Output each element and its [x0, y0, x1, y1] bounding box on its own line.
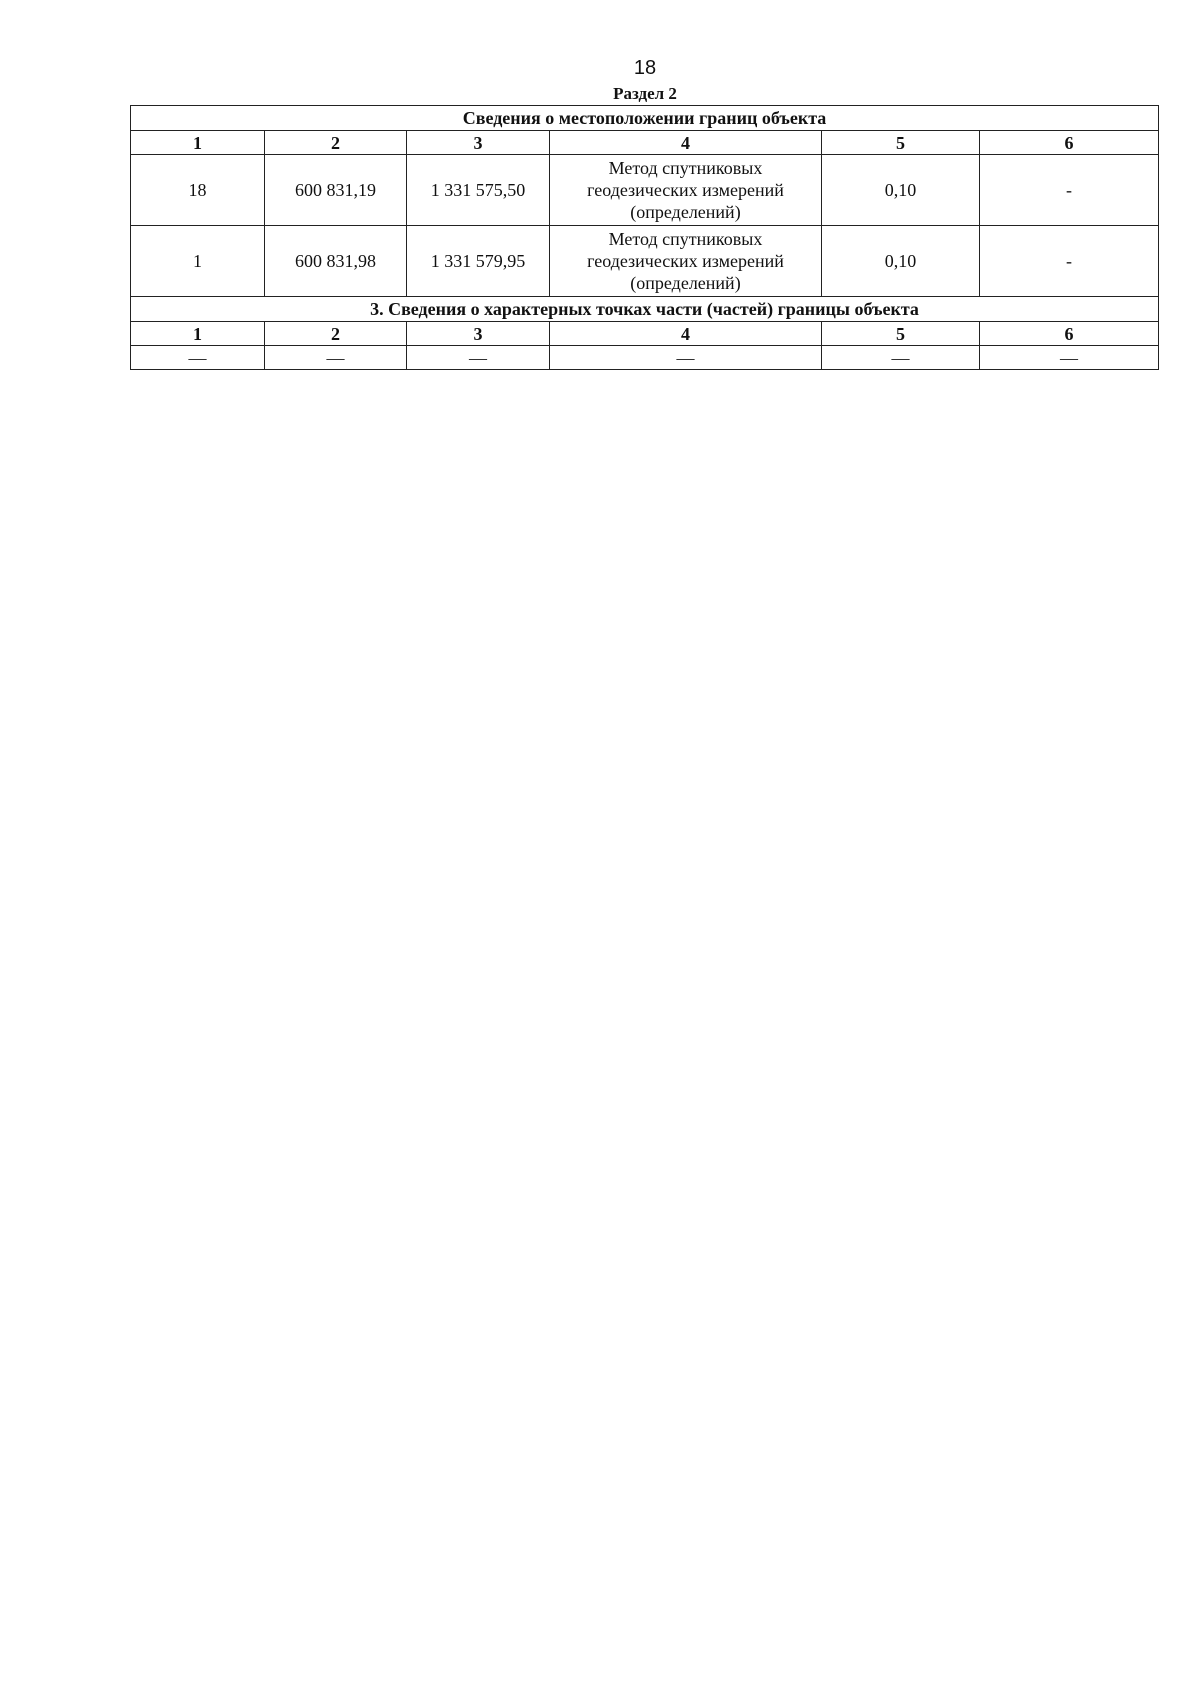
column-number: 3: [407, 131, 550, 155]
empty-cell: —: [265, 346, 407, 370]
coordinate-y: 1 331 575,50: [407, 155, 550, 226]
part-points-title-row: [131, 297, 1159, 322]
boundaries-title-row: [131, 106, 1159, 131]
method-line: (определений): [630, 202, 741, 222]
part-points-title: 3. Сведения о характерных точках части (частей) границы объекта: [131, 297, 1159, 322]
method-line: геодезических измерений: [587, 180, 784, 200]
table-row: [131, 226, 1159, 297]
column-number: 2: [265, 131, 407, 155]
empty-cell: —: [407, 346, 550, 370]
empty-row: [131, 346, 1159, 370]
method-line: Метод спутниковых: [608, 229, 763, 249]
point-description: -: [980, 226, 1159, 297]
boundaries-title: Сведения о местоположении границ объекта: [131, 106, 1159, 131]
method-cell: [550, 155, 822, 226]
coordinate-x: 600 831,19: [265, 155, 407, 226]
boundary-table: [130, 105, 1159, 370]
column-number-row: [131, 131, 1159, 155]
part-column-number-row: [131, 322, 1159, 346]
point-number: 18: [131, 155, 265, 226]
column-number: 4: [550, 322, 822, 346]
column-number: 1: [131, 131, 265, 155]
point-description: -: [980, 155, 1159, 226]
method-line: геодезических измерений: [587, 251, 784, 271]
method-cell: [550, 226, 822, 297]
column-number: 3: [407, 322, 550, 346]
column-number: 6: [980, 322, 1159, 346]
accuracy: 0,10: [822, 155, 980, 226]
method-line: Метод спутниковых: [608, 158, 763, 178]
page-number: 18: [633, 57, 657, 79]
column-number: 1: [131, 322, 265, 346]
column-number: 2: [265, 322, 407, 346]
coordinate-x: 600 831,98: [265, 226, 407, 297]
empty-cell: —: [980, 346, 1159, 370]
point-number: 1: [131, 226, 265, 297]
section-title: Раздел 2: [613, 84, 677, 103]
empty-cell: —: [131, 346, 265, 370]
table-row: [131, 155, 1159, 226]
empty-cell: —: [550, 346, 822, 370]
coordinate-y: 1 331 579,95: [407, 226, 550, 297]
column-number: 4: [550, 131, 822, 155]
empty-cell: —: [822, 346, 980, 370]
column-number: 6: [980, 131, 1159, 155]
accuracy: 0,10: [822, 226, 980, 297]
method-line: (определений): [630, 273, 741, 293]
column-number: 5: [822, 322, 980, 346]
column-number: 5: [822, 131, 980, 155]
